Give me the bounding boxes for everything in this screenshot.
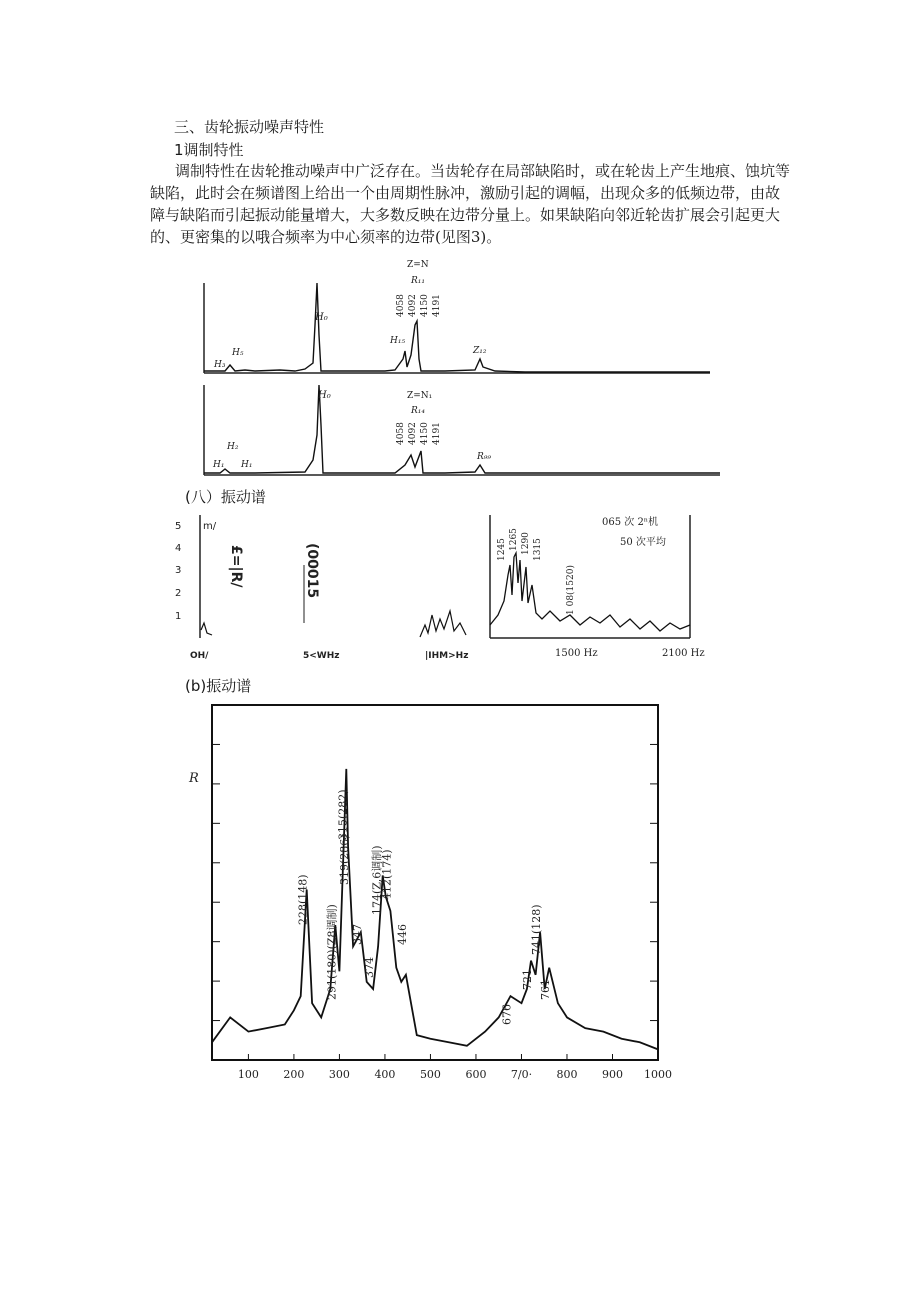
fig2-y-tick: 3 [175,565,182,576]
top-peak-label: 4058 [396,294,406,317]
bottom-peak-label: 4092 [408,422,418,445]
subsection-heading: 1调制特性 [174,141,244,159]
bottom-h2-label: H₂ [227,442,239,452]
chart-peak-label: 174(Z,6调制) [370,845,384,915]
bottom-h1b-label: H₁ [241,460,253,470]
fig2-segment-2 [420,611,466,637]
bottom-z-label: Z=N₁ [407,391,433,401]
section-heading: 三、齿轮振动噪声特性 [174,118,325,136]
fig2-x-label: 5<WHz [303,651,340,661]
fig2-legend-2: 50 次平均 [620,537,666,548]
top-spectrum-line [204,283,710,372]
bottom-peak-label: 4150 [420,422,430,445]
fig2-legend-1: 065 次 2ⁿ机 [602,517,659,528]
figure2-spectrum [170,505,720,665]
figure1-spectra [185,255,730,495]
fig2-main-line [490,553,690,631]
fig2-x-label: OH/ [190,651,209,661]
fig2-peak-label: 1 08(1520) [566,565,576,615]
top-h3-label: H₃ [214,360,226,370]
chart-frame [212,705,658,1060]
top-z-label: Z=N [407,260,429,270]
chart-x-ticks [238,1054,672,1081]
bottom-h0-label: H₀ [318,390,331,401]
bottom-spectrum-line [204,385,720,473]
fig2-segment-1 [201,623,212,635]
chart-ylabel: R [189,771,199,786]
bottom-peak-label: 4058 [396,422,406,445]
chart-x-tick-label: 100 [237,1068,259,1081]
chart-peak-label: 291(180)(Z8调制) [325,904,339,1000]
chart-peak-label: 412(174) [380,849,394,900]
chart-x-tick-label: 1000 [644,1068,672,1081]
top-h15-label: H₁₅ [390,336,406,346]
bottom-r99-label: R₉₉ [477,452,491,462]
chart-x-tick-label: 400 [374,1068,396,1081]
chart-x-tick-label: 600 [465,1068,487,1081]
fig2-y-tick: 4 [175,543,182,554]
chart-peak-label: 676 [500,1004,514,1025]
chart-peak-label: 347 [350,924,364,945]
fig2-y-unit: m/ [203,521,217,532]
fig2-x-label: 1500 Hz [555,648,598,659]
chart-peak-label: 228(148) [296,874,310,925]
chart-peak-label: 721 [521,969,534,990]
bottom-peak-label: 4191 [432,422,442,445]
chart-x-tick-label: 800 [556,1068,578,1081]
fig2-frag2: (00015 [304,543,320,599]
fig2-x-label: 2100 Hz [662,648,705,659]
chart-x-tick-label: 500 [419,1068,441,1081]
fig2-peak-label: 1290 [521,532,531,555]
chart-peak-label: 446 [395,924,409,945]
top-peak-label: 4092 [408,294,418,317]
chart-x-tick-label: 300 [328,1068,350,1081]
fig2-x-label: |IHM>Hz [425,651,469,661]
fig2-peak-label: 1265 [509,528,519,551]
fig2-y-tick: 1 [175,611,182,622]
fig2-frag1: £=|R/ [228,545,244,588]
chart-x-tick-label: 7/0· [510,1068,533,1081]
chart-x-tick-label: 200 [283,1068,305,1081]
fig2-y-tick: 5 [175,521,182,532]
chart-peak-label: 761 [539,979,553,1000]
fig2-y-tick: 2 [175,588,182,599]
chart-peak-label: 315(282) [336,789,350,840]
chart-x-tick-label: 900 [601,1068,623,1081]
top-r-label: R₁₁ [411,276,425,286]
bottom-h1-label: H₁ [213,460,225,470]
chart-y-ticks [212,744,658,1020]
fig2-peak-label: 1315 [533,538,543,561]
figure1-caption: (八）振动谱 [185,488,266,506]
fig2-peak-label: 1245 [497,538,507,561]
chart-figure3 [185,700,685,1100]
chart-peak-label: 741(128) [530,904,544,955]
figure2-caption: (b)振动谱 [185,677,252,695]
chart-series-line [212,769,658,1050]
top-peak-label: 4191 [432,294,442,317]
top-hs-label: H₅ [232,348,244,358]
top-h0-label: H₀ [315,312,328,323]
body-paragraph: 调制特性在齿轮推动噪声中广泛存在。当齿轮存在局部缺陷时，或在轮齿上产生地痕、蚀坑等缺陷，此时会在频谱图上给出一个由周期性脉冲，激励引起的调幅，出现众多的低频边带，由故障与缺陷而引起振动能量增大，大多数反映在边带分量上。如果缺陷向邻近轮齿扩展会引起更大的、更密集的以哦合频率为中心须率的边带(见图3)。 [150,162,791,246]
top-z12-label: Z₁₂ [473,346,487,356]
chart-peak-label: 319(286) [338,834,352,885]
chart-peak-labels [297,789,553,1025]
bottom-r-label: R₁₄ [411,406,425,416]
top-peak-label: 4150 [420,294,430,317]
chart-peak-label: 374 [363,957,377,978]
